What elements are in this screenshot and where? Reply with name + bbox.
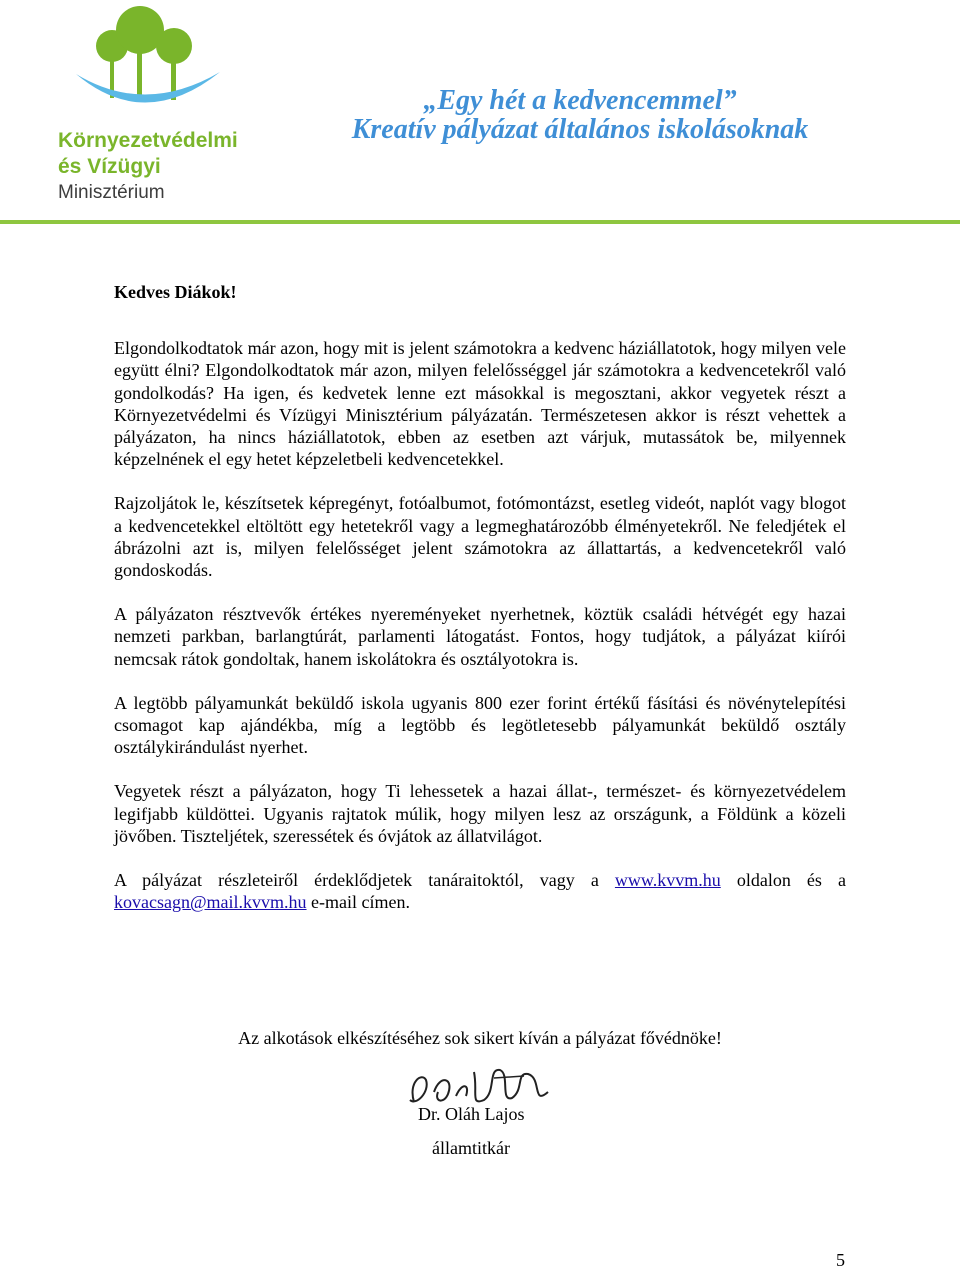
paragraph: A legtöbb pályamunkát beküldő iskola ugyanis 800 ezer forint értékű fásítási és növénytelepítési csomagot kap ajándékba, míg a legtöbb és legötletesebb pályamunkát beküldő osztály osztálykirándulást nyerhet. bbox=[114, 692, 846, 758]
paragraph: Elgondolkodtatok már azon, hogy mit is jelent számotokra a kedvenc háziállatotok, hogy milyen vele együtt élni? Elgondolkodtatok már azon, milyen felelősséggel jár számotokra a kedvencetekről való gondolkodás? Ha igen, és kedvetek lenne ezt másokkal is megosztani, akkor vegyetek részt a Környezetvédelmi és Vízügyi Minisztérium pályázatán. Természetesen akkor is részt vehettek a pályázaton, ha nincs háziállatotok, ebben az esetben azt várjuk, mutassátok be, milyennek képzelnének el egy hetet képzeletbeli kedvencetekkel. bbox=[114, 338, 846, 470]
signer-name: Dr. Oláh Lajos bbox=[418, 1104, 525, 1124]
logo-text-line1: Környezetvédelmi bbox=[58, 129, 238, 152]
paragraph: A pályázaton résztvevők értékes nyereményeket nyerhetnek, köztük családi hétvégét egy hazai nemzeti parkban, barlangtúrát, parlamenti látogatást. Fontos, hogy tudjátok, a pályázat kiírói nemcsak rátok gondoltak, hanem iskolátokra és osztályotokra is. bbox=[114, 604, 846, 669]
closing-line: Az alkotások elkészítéséhez sok sikert kíván a pályázat fővédnöke! bbox=[238, 1028, 722, 1048]
greeting: Kedves Diákok! bbox=[114, 282, 237, 302]
document-title bbox=[230, 86, 930, 144]
email-link[interactable]: kovacsagn@mail.kvvm.hu bbox=[114, 892, 307, 913]
contact-text-middle: oldalon és a bbox=[720, 870, 846, 891]
website-link[interactable]: www.kvvm.hu bbox=[614, 870, 721, 891]
title-line1: „Egy hét a kedvencemmel” bbox=[423, 85, 737, 116]
signer-title: államtitkár bbox=[432, 1138, 510, 1158]
tree-logo-icon bbox=[70, 4, 220, 119]
title-line2: Kreatív pályázat általános iskolásoknak bbox=[351, 114, 809, 145]
page-number: 5 bbox=[836, 1250, 845, 1270]
contact-text-before: A pályázat részleteiről érdeklődjetek tanáraitoktól, vagy a bbox=[114, 870, 615, 891]
contact-text-after: e-mail címen. bbox=[306, 892, 411, 913]
logo-text-line2: és Vízügyi bbox=[58, 155, 161, 178]
paragraph: Vegyetek részt a pályázaton, hogy Ti lehessetek a hazai állat-, természet- és környezetvédelem legifjabb küldöttei. Ugyanis rajtatok múlik, hogy milyen lesz az országunk, a Földünk a közeli jövőben. Tiszteljétek, szeressétek és óvjátok az állatvilágot. bbox=[114, 781, 846, 846]
ministry-logo bbox=[50, 4, 260, 203]
paragraph: Rajzoljátok le, készítsetek képregényt, fotóalbumot, fotómontázst, esetleg videót, naplót vagy blogot a kedvencetekkel eltöltött egy hetetekről vagy a legmeghatározóbb élményetekről. Ne feledjétek el ábrázolni azt is, milyen felelősséget jelent számotokra az állattartás, a kedvencetekről való gondoskodás. bbox=[114, 493, 846, 581]
letter-body bbox=[114, 281, 846, 935]
header-divider bbox=[0, 220, 960, 224]
contact-paragraph bbox=[114, 869, 846, 913]
logo-text-line3: Minisztérium bbox=[58, 182, 165, 203]
